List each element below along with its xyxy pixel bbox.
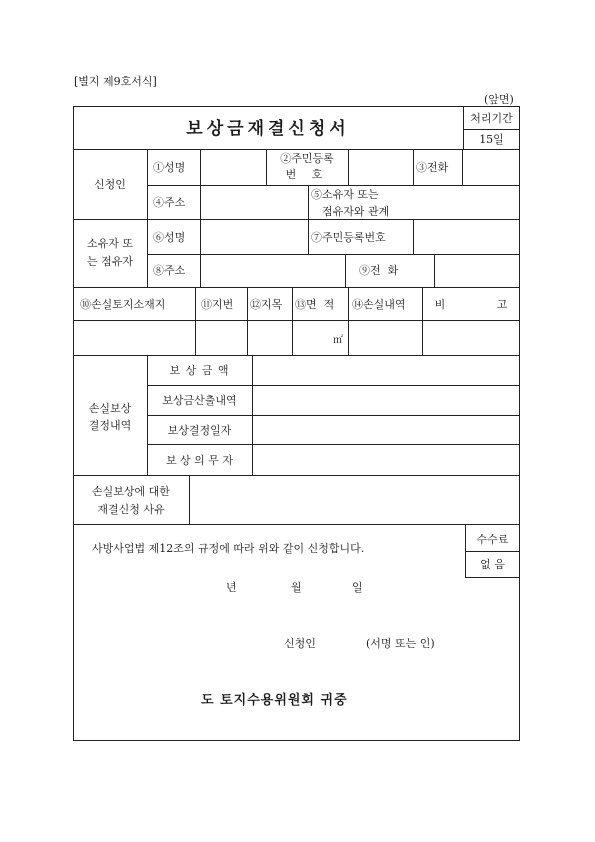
relation-label: ⑤소유자 또는 <box>311 188 379 201</box>
processing-period-value: 15일 <box>479 133 504 146</box>
land-category-label: ⑫지목 <box>250 298 283 311</box>
owner-reg-no-field[interactable] <box>414 220 519 253</box>
compensation-amount-label: 보 상 금 액 <box>169 364 230 377</box>
rule-owner-bottom <box>73 287 520 288</box>
application-statement: 사방사업법 제12조의 규정에 따라 위와 같이 신청합니다. <box>92 542 365 555</box>
owner-phone-field[interactable] <box>435 255 519 286</box>
signature-hint: (서명 또는 인) <box>366 637 435 650</box>
land-area-label: ⑬면 적 <box>295 298 335 311</box>
relation-label-2: 점유자와 관계 <box>322 205 390 218</box>
rule-owner-col-c <box>345 254 346 287</box>
land-lot-field[interactable] <box>196 321 246 354</box>
reason-field[interactable] <box>190 476 519 523</box>
applicant-phone-label: ③전화 <box>416 161 449 174</box>
applicant-address-field[interactable] <box>201 186 307 218</box>
obligor-label: 보 상 의 무 자 <box>165 454 234 467</box>
decision-section-label-2: 결정내역 <box>88 419 132 432</box>
land-area-unit: ㎡ <box>333 335 343 346</box>
rule-fee-mid <box>465 551 520 552</box>
reason-label: 손실보상에 대한 <box>92 485 170 498</box>
owner-name-label: ⑥성명 <box>153 231 186 244</box>
processing-period-label: 처리기간 <box>470 112 513 125</box>
reason-label-2: 재결신청 사유 <box>97 503 165 516</box>
fee-value: 없 음 <box>480 558 505 571</box>
applicant-address-label: ④주소 <box>153 196 186 209</box>
owner-address-label: ⑧주소 <box>153 264 186 277</box>
signature-label: 신청인 <box>284 637 316 650</box>
land-category-field[interactable] <box>248 321 291 354</box>
owner-section-label-2: 는 점유자 <box>86 255 133 268</box>
addressee: 도 토지수용위원회 귀중 <box>201 693 348 708</box>
land-remarks-field[interactable] <box>423 321 519 354</box>
applicant-section-label: 신청인 <box>94 178 126 191</box>
applicant-name-label: ①성명 <box>153 161 186 174</box>
owner-section-label: 소유자 또 <box>86 237 133 250</box>
rule-fee-bottom <box>465 577 520 578</box>
rule-reason-bottom <box>73 524 520 525</box>
calculation-details-field[interactable] <box>253 386 519 414</box>
owner-address-field[interactable] <box>201 255 344 286</box>
rule-title-bottom <box>73 149 520 150</box>
rule-applicant-col-d <box>413 149 414 185</box>
owner-name-field[interactable] <box>201 220 307 253</box>
calculation-details-label: 보상금산출내역 <box>162 394 237 407</box>
relation-field[interactable] <box>414 186 519 218</box>
date-year-label: 년 <box>226 581 237 594</box>
decision-date-field[interactable] <box>253 416 519 443</box>
applicant-reg-no-label: ②주민등록 <box>280 152 334 165</box>
decision-date-label: 보상결정일자 <box>167 424 232 437</box>
applicant-phone-field[interactable] <box>463 150 519 184</box>
obligor-field[interactable] <box>253 445 519 474</box>
form-number-label: [별지 제9호서식] <box>74 75 157 88</box>
rule-processing-mid <box>463 129 520 130</box>
applicant-name-field[interactable] <box>201 150 265 184</box>
compensation-amount-field[interactable] <box>253 356 519 384</box>
land-location-label: ⑩손실토지소재지 <box>80 298 166 311</box>
rule-label-column <box>147 149 148 287</box>
owner-reg-no-label: ⑦주민등록번호 <box>311 231 386 244</box>
land-lot-label: ⑪지번 <box>201 298 234 311</box>
land-loss-label: ⑭손실내역 <box>352 298 406 311</box>
page-side-label: (앞면) <box>484 93 514 106</box>
rule-relation-col <box>308 185 309 254</box>
owner-phone-label: ⑨전 화 <box>359 264 399 277</box>
date-day-label: 일 <box>352 581 363 594</box>
applicant-reg-no-field[interactable] <box>349 150 412 184</box>
land-location-field[interactable] <box>74 321 194 354</box>
form-title: 보상금재결신청서 <box>186 119 350 139</box>
decision-section-label: 손실보상 <box>88 402 132 415</box>
date-month-label: 월 <box>291 581 302 594</box>
land-loss-field[interactable] <box>349 321 421 354</box>
applicant-reg-no-label-2: 번 호 <box>285 168 329 181</box>
fee-label: 수수료 <box>476 533 509 546</box>
land-remarks-label: 비 고 <box>434 298 508 311</box>
